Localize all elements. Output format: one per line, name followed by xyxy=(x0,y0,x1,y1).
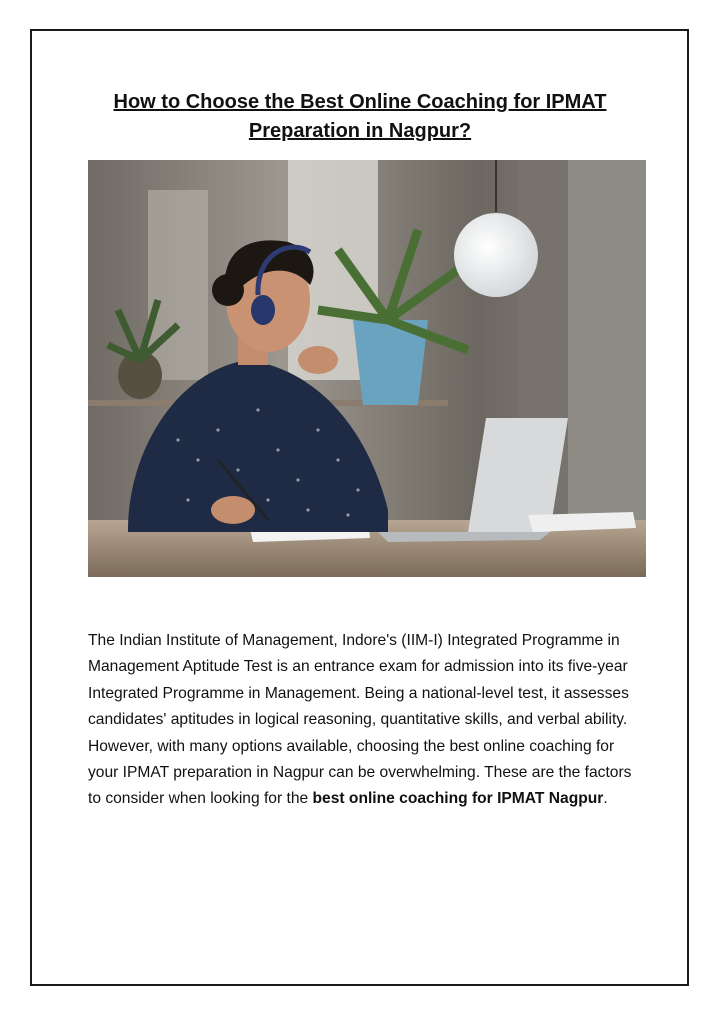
paragraph-bold-phrase: best online coaching for IPMAT Nagpur xyxy=(312,790,604,808)
paragraph-end: . xyxy=(603,790,608,808)
body-paragraph xyxy=(88,628,644,813)
title-line-1: How to Choose the Best Online Coaching for IPMAT xyxy=(113,91,607,113)
hero-photo xyxy=(88,160,646,577)
document-title xyxy=(60,88,660,146)
photo-illustration xyxy=(88,160,646,577)
paragraph-text: The Indian Institute of Management, Indore's (IIM-I) Integrated Programme in Management Aptitude Test is an entrance exam for admission into its five-year Integrated Programme in Management. Being a national-level test, it assesses candidates' aptitudes in logical reasoning, quantitative skills, and verbal ability. However, with many options available, choosing the best online coaching for your IPMAT preparation in Nagpur can be overwhelming. These are the factors to consider when looking for the xyxy=(88,632,632,808)
title-line-2: Preparation in Nagpur? xyxy=(248,120,472,142)
